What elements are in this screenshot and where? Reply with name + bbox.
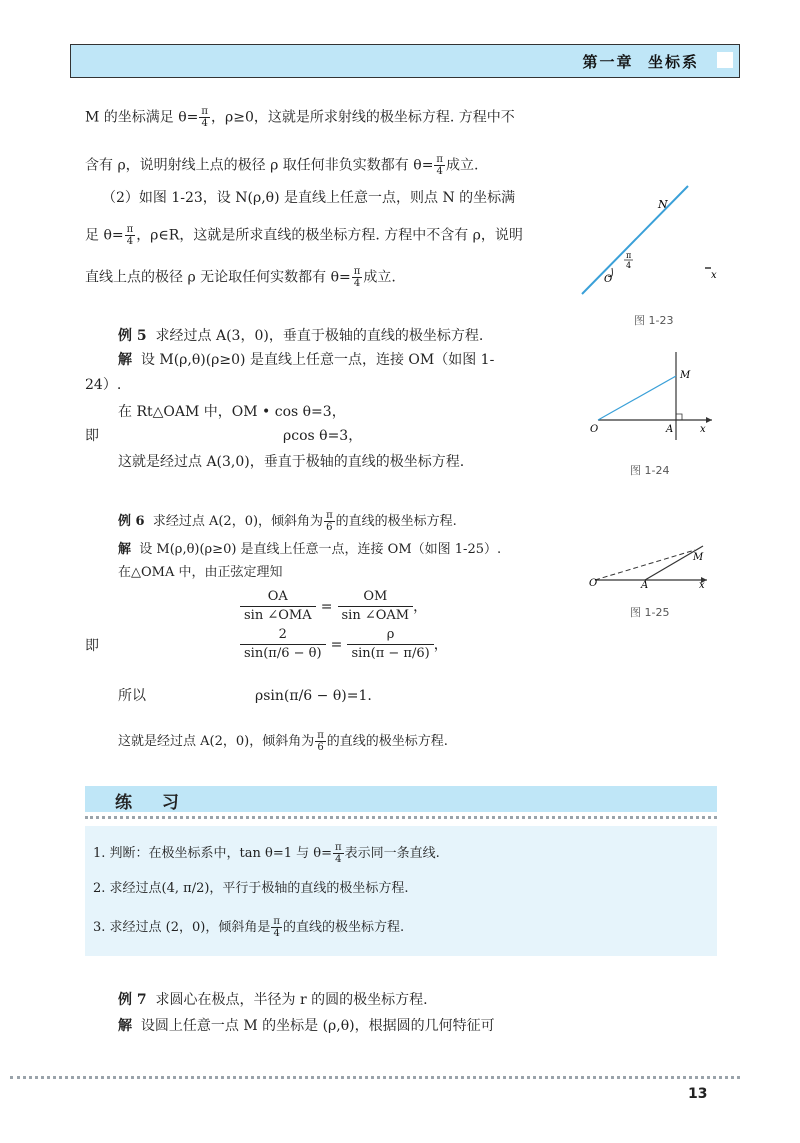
ex5-statement <box>118 326 483 346</box>
label-x: x <box>700 424 706 435</box>
chapter-title <box>583 51 699 72</box>
ex6-equation1 <box>240 588 427 625</box>
ex7-solution-line1 <box>118 1016 495 1036</box>
label-M: M <box>693 552 704 563</box>
chapter-header <box>70 44 740 78</box>
frac-num: π <box>436 154 443 165</box>
text: 1. 判断：在极坐标系中，tan θ=1 与 θ= <box>93 846 332 861</box>
exercise-band <box>85 786 717 812</box>
text: M 的坐标满足 θ= <box>85 109 199 126</box>
frac-num: OA <box>240 588 316 607</box>
text: 2. 求经过点 <box>93 881 162 896</box>
label-N: N <box>658 198 668 211</box>
frac-den: 4 <box>436 166 443 177</box>
angle-den: 4 <box>626 261 632 270</box>
frac-den: sin(π/6 − θ) <box>244 646 322 661</box>
frac-num: π <box>201 106 208 117</box>
text: 表示同一条直线. <box>344 846 440 861</box>
ex5-solution-line2: 24）. <box>85 377 122 393</box>
punct: ， <box>413 599 428 615</box>
text: 成立. <box>363 269 396 286</box>
footer-dotted-divider <box>10 1076 740 1079</box>
text: 求经过点 A(2，0)，倾斜角为 <box>152 514 324 529</box>
para2-line3 <box>85 266 396 289</box>
exercise-q2 <box>93 879 409 899</box>
ex5-conclusion: 这就是经过点 A(3,0)，垂直于极轴的直线的极坐标方程. <box>118 454 465 470</box>
figure-1-24 <box>580 348 730 443</box>
text: ，ρ∈R，这就是所求直线的极坐标方程. 方程中不含有 ρ，说明 <box>136 227 523 244</box>
fraction <box>324 510 335 533</box>
text: 直线上点的极径 ρ 无论取任何实数都有 θ= <box>85 269 351 286</box>
frac-num: 2 <box>240 626 326 645</box>
example-label: 例 7 <box>118 992 147 1008</box>
exercise-title: 练 习 <box>115 793 191 813</box>
suoyi-label: 所以 <box>118 688 146 704</box>
equals: = <box>320 599 333 615</box>
segment-OM <box>595 550 695 580</box>
ex5-solution-line1 <box>118 350 494 370</box>
ex7-statement <box>118 990 428 1010</box>
para1-line2 <box>85 154 478 177</box>
label-A: A <box>641 580 649 590</box>
text: 足 θ= <box>85 227 124 244</box>
label-x: x <box>711 270 717 281</box>
figure-caption: 图 1-25 <box>630 606 670 619</box>
text: 设 M(ρ,θ)(ρ≥0) 是直线上任意一点，连接 OM（如图 1- <box>140 352 495 368</box>
frac-num: π <box>126 224 134 235</box>
text: 这就是经过点 A(2，0)，倾斜角为 <box>118 734 315 749</box>
fraction <box>338 588 414 625</box>
chapter-number: 第一章 <box>582 53 634 71</box>
example-label: 例 6 <box>118 514 145 529</box>
text: 设 M(ρ,θ)(ρ≥0) 是直线上任意一点，连接 OM（如图 1-25）. <box>139 542 502 557</box>
solution-label: 解 <box>118 352 132 368</box>
frac-num: π <box>335 842 342 853</box>
para2-line2 <box>85 224 523 247</box>
ex6-solution-line1 <box>118 540 501 560</box>
fraction <box>352 266 363 289</box>
text: 设圆上任意一点 M 的坐标是 (ρ,θ)，根据圆的几何特征可 <box>140 1018 495 1034</box>
text: 的直线的极坐标方程. <box>326 734 448 749</box>
ex5-solution-line3: 在 Rt△OAM 中，OM • cos θ=3， <box>118 404 346 420</box>
angle-num: π <box>626 251 632 260</box>
exercise-q3 <box>93 916 404 939</box>
label-A: A <box>666 424 674 435</box>
frac-num: π <box>326 510 333 521</box>
ex6-solution-line2: 在△OMA 中，由正弦定理知 <box>118 565 283 580</box>
solution-label: 解 <box>118 542 132 557</box>
exercise-q1 <box>93 842 440 865</box>
segment-OM <box>598 376 676 420</box>
ex6-statement <box>118 510 457 533</box>
ji-label: 即 <box>85 638 99 654</box>
frac-den: sin ∠OMA <box>244 608 312 623</box>
frac-den: 6 <box>326 522 333 533</box>
header-square-decoration <box>717 52 733 68</box>
solution-label: 解 <box>118 1018 132 1034</box>
dotted-divider <box>85 816 717 819</box>
frac-den: 4 <box>353 278 361 289</box>
ex5-equation: ρcos θ=3， <box>283 428 363 444</box>
para1-line1 <box>85 106 515 129</box>
fraction <box>347 626 433 663</box>
text: 求经过点 A(3，0)，垂直于极轴的直线的极坐标方程. <box>155 328 484 344</box>
frac-num: π <box>353 266 361 277</box>
frac-num: π <box>273 916 280 927</box>
fraction <box>434 154 445 177</box>
ji-label: 即 <box>85 428 99 444</box>
equals: = <box>330 637 343 653</box>
frac-den: 6 <box>317 742 324 753</box>
frac-den: 4 <box>201 118 208 129</box>
text: 3. 求经过点 (2，0)，倾斜角是 <box>93 920 271 935</box>
point: (4, π/2) <box>161 881 210 896</box>
line <box>582 186 688 294</box>
fraction <box>199 106 210 129</box>
label-M: M <box>680 370 691 381</box>
figure-caption: 图 1-23 <box>634 314 674 327</box>
text: 的直线的极坐标方程. <box>335 514 457 529</box>
figure-1-23 <box>570 180 730 305</box>
para2-line1: （2）如图 1-23，设 N(ρ,θ) 是直线上任意一点，则点 N 的坐标满 <box>102 190 516 206</box>
fraction <box>315 730 326 753</box>
label-O: O <box>590 424 599 435</box>
frac-num: π <box>317 730 324 741</box>
text: 含有 ρ，说明射线上点的极径 ρ 取任何非负实数都有 θ= <box>85 157 434 174</box>
frac-den: 4 <box>126 236 134 247</box>
axis-arrow <box>706 417 712 423</box>
text: 求圆心在极点，半径为 r 的圆的极坐标方程. <box>155 992 428 1008</box>
fraction <box>240 626 326 663</box>
page-number: 13 <box>688 1086 708 1102</box>
frac-den: 4 <box>335 854 342 865</box>
exercise-box <box>85 826 717 956</box>
frac-den: 4 <box>273 928 280 939</box>
ex6-equation2 <box>240 626 448 663</box>
fraction <box>125 224 136 247</box>
text: 的直线的极坐标方程. <box>282 920 405 935</box>
fraction <box>333 842 344 865</box>
text: ，ρ≥0，这就是所求射线的极坐标方程. 方程中不 <box>210 109 515 126</box>
example-label: 例 5 <box>118 328 147 344</box>
fraction <box>240 588 316 625</box>
figure-1-25 <box>583 540 723 590</box>
ex6-conclusion <box>118 730 448 753</box>
frac-den: sin(π − π/6) <box>351 646 430 661</box>
ex6-equation3: ρsin(π/6 − θ)=1. <box>255 688 372 704</box>
text: 成立. <box>446 157 479 174</box>
label-O: O <box>604 274 613 285</box>
punct: ， <box>433 637 448 653</box>
frac-num: OM <box>338 588 414 607</box>
label-x: x <box>699 580 705 590</box>
chapter-name: 坐标系 <box>647 53 699 71</box>
frac-den: sin ∠OAM <box>341 608 410 623</box>
right-angle-mark <box>676 414 682 420</box>
fraction <box>271 916 282 939</box>
frac-num: ρ <box>347 626 433 645</box>
text: ，平行于极轴的直线的极坐标方程. <box>209 881 409 896</box>
figure-caption: 图 1-24 <box>630 464 670 477</box>
label-O: O <box>589 578 598 589</box>
